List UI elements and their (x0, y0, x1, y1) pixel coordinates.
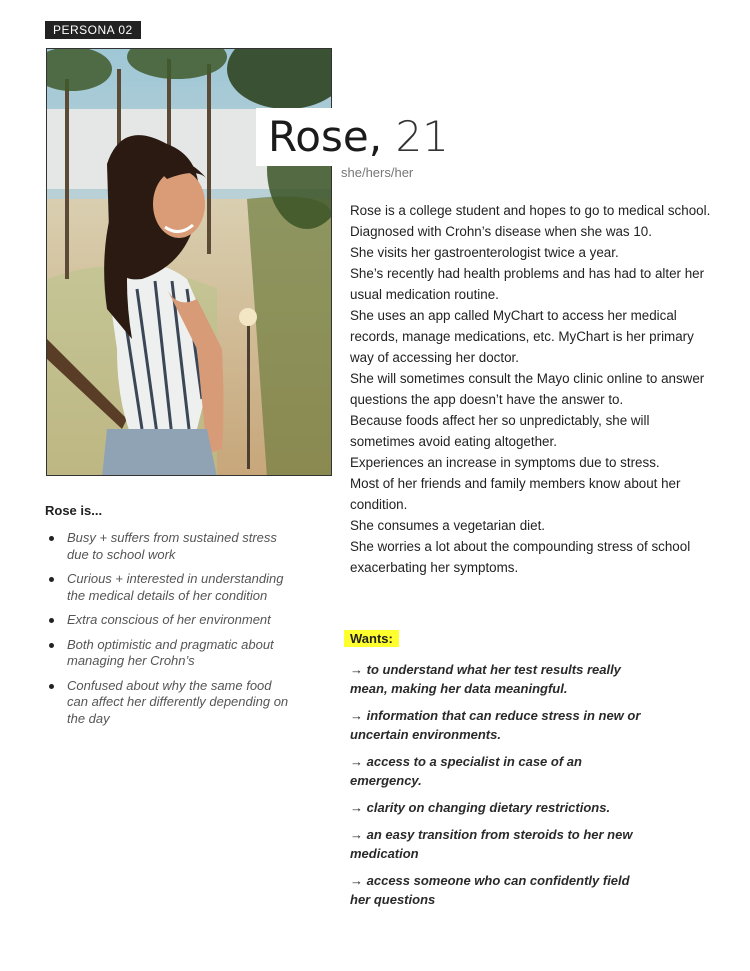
trait-text: Extra conscious of her environment (67, 612, 271, 627)
arrow-icon: → (350, 800, 363, 815)
trait-text: Confused about why the same food can affect her differently depending on the day (67, 677, 289, 726)
bio-item: Rose is a college student and hopes to go to medical school. (350, 203, 711, 218)
bio-item: She worries a lot about the compounding stress of school exacerbating her symptoms. (350, 539, 691, 575)
persona-age: 21 (395, 112, 449, 161)
persona-first-name: Rose, (268, 112, 383, 161)
trait-text: Curious + interested in understanding the medical details of her condition (67, 571, 284, 603)
bio-item: She’s recently had health problems and has had to alter her usual medication routine. (350, 266, 705, 302)
want-text: information that can reduce stress in new or uncertain environments. (350, 708, 641, 742)
bio-item: Because foods affect her so unpredictably, she will sometimes avoid eating altogether. (350, 413, 650, 449)
wants-heading: Wants: (344, 630, 399, 647)
trait-item (46, 637, 296, 670)
bullet-icon (49, 577, 54, 582)
want-item (350, 825, 650, 863)
bullet-icon (49, 536, 54, 541)
bullet-icon (49, 643, 54, 648)
persona-name (256, 108, 461, 166)
trait-item (46, 530, 296, 563)
want-text: access someone who can confidently field her questions (350, 873, 630, 907)
bio-item: She will sometimes consult the Mayo clinic online to answer questions the app doesn’t have the answer to. (350, 371, 705, 407)
persona-pronouns: she/hers/her (341, 165, 414, 180)
bio-list (350, 200, 715, 578)
arrow-icon: → (350, 873, 363, 888)
want-item (350, 871, 650, 909)
want-item (350, 660, 650, 698)
bullet-icon (49, 684, 54, 689)
arrow-icon: → (350, 662, 363, 677)
bio-item: Diagnosed with Crohn’s disease when she was 10. (350, 224, 652, 239)
persona-tag: PERSONA 02 (45, 21, 141, 39)
trait-item (46, 612, 296, 629)
traits-list (46, 530, 296, 735)
arrow-icon: → (350, 754, 363, 769)
trait-text: Busy + suffers from sustained stress due to school work (67, 530, 277, 562)
bio-item: Experiences an increase in symptoms due to stress. (350, 455, 660, 470)
want-item (350, 752, 650, 790)
arrow-icon: → (350, 708, 363, 723)
traits-heading: Rose is... (45, 503, 103, 518)
bio-item: She consumes a vegetarian diet. (350, 518, 546, 533)
bullet-icon (49, 618, 54, 623)
trait-text: Both optimistic and pragmatic about managing her Crohn’s (67, 636, 274, 668)
bio-item: Most of her friends and family members know about her condition. (350, 476, 681, 512)
bio-item: She uses an app called MyChart to access her medical records, manage medications, etc. MyChart is her primary way of accessing her doctor. (350, 308, 694, 365)
trait-item (46, 678, 296, 728)
bio-item: She visits her gastroenterologist twice a year. (350, 245, 619, 260)
arrow-icon: → (350, 827, 363, 842)
want-text: clarity on changing dietary restrictions. (366, 800, 611, 815)
trait-item (46, 571, 296, 604)
want-text: to understand what her test results really mean, making her data meaningful. (350, 662, 621, 696)
want-item (350, 706, 650, 744)
want-item (350, 798, 650, 817)
want-text: access to a specialist in case of an emergency. (350, 754, 582, 788)
wants-list (350, 660, 650, 909)
want-text: an easy transition from steroids to her new medication (350, 827, 633, 861)
